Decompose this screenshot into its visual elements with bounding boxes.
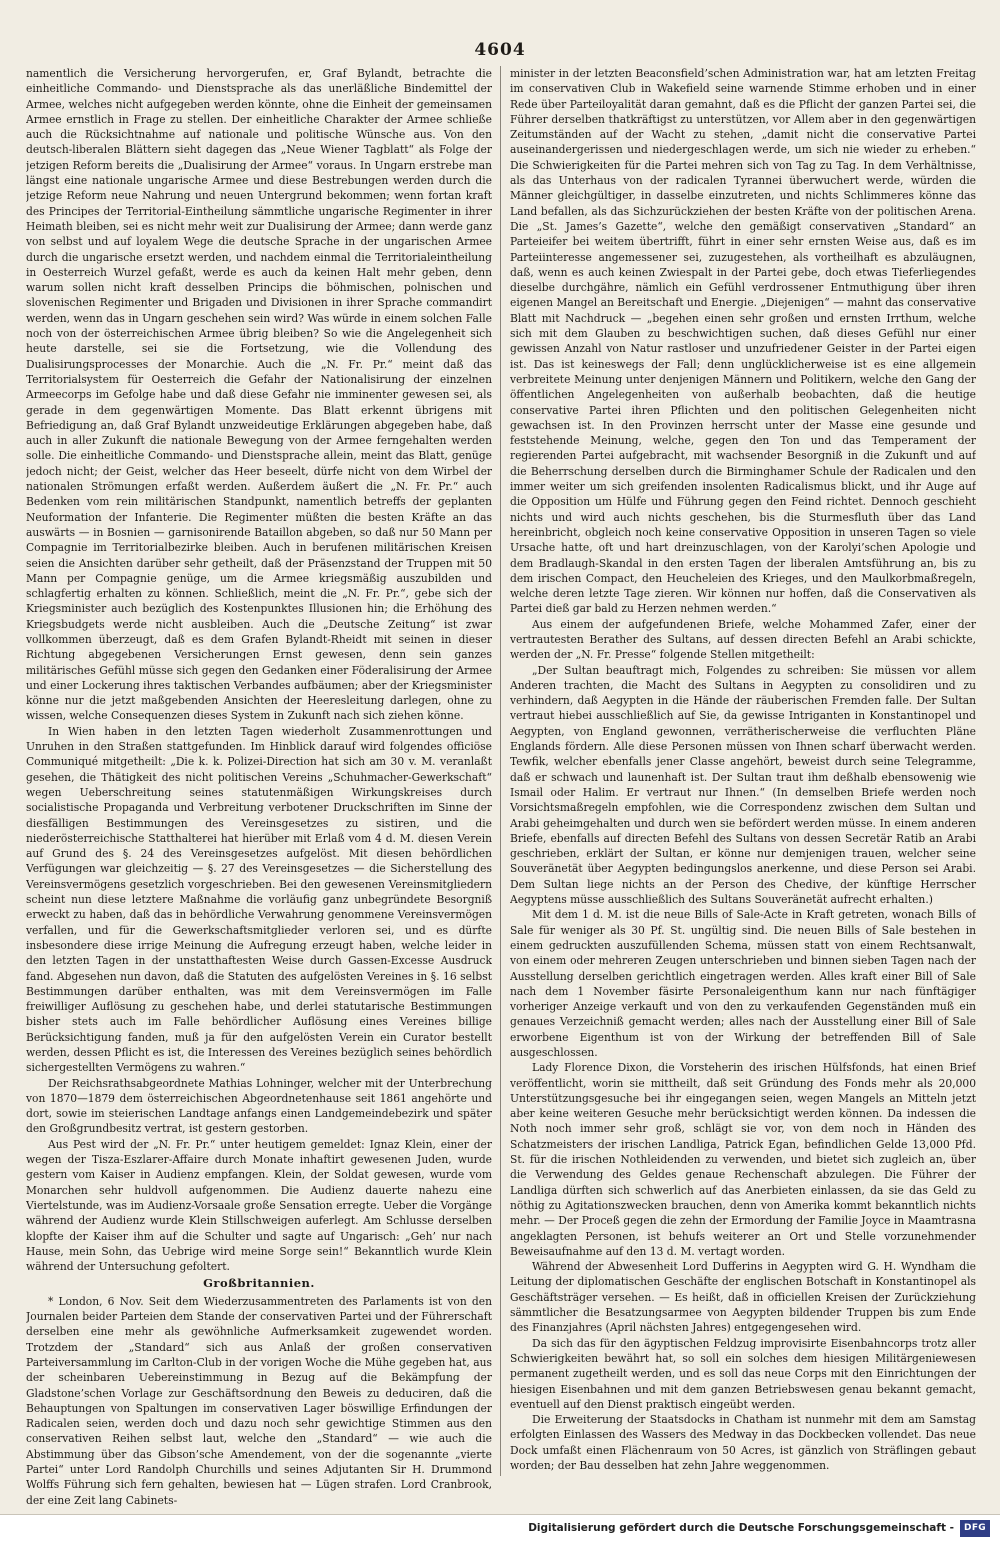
paragraph: minister in der letzten Beaconsfield’schen Administration war, hat am letzten Freitag im conservativen Club in Wakefield seine warnende Stimme erhoben und in einer Rede über Parteiloyalität daran gemahnt, daß es die Pflicht der ganzen Partei sei, die Führer derselben thatkräftigst zu unterstützen, vor Allem aber in den gegenwärtigen Zeitumständen auf der Wacht zu stehen, „damit nicht die conservative Partei auseinandergerissen und niedergeschlagen werde, um sich nie wieder zu erheben.“ Die Schwierigkeiten für die Partei mehren sich von Tag zu Tag. In dem Verhältnisse, als das Unterhaus von der radicalen Tyrannei überwuchert werde, würden die Männer gleichgültiger, in dasselbe einzutreten, und nichts Schlimmeres könne das Land befallen, als das Sichzurückziehen der besten Kräfte von der politischen Arena. Die „St. James’s Gazette“, welche den gemäßigt conservativen „Standard“ an Parteieifer bei weitem übertrifft, führt in einer sehr ernsten Weise aus, daß es im Parteiinteresse angemessener sei, zuzugestehen, als vortheilhaft es abzuläugnen, daß, wenn es auch keinen Zwiespalt in der Partei gebe, doch etwas Tieferliegendes dieselbe durchgähre, nämlich ein Gefühl verdrossener Entmuthigung über ihren eigenen Mangel an Bereitschaft und Energie. „Diejenigen“ — mahnt das conservative Blatt mit Nachdruck — „begehen einen sehr großen und ernsten Irrthum, welche sich mit dem Glauben zu beschwichtigen suchen, daß dieses Gefühl nur einer gewissen Anzahl von Natur rastloser und unzufriedener Geister in der Partei eigen ist. Das ist keineswegs der Fall; denn unglücklicherweise ist es eine allgemein verbreitete Meinung unter denjenigen Männern und Politikern, welche den Gang der öffentlichen Angelegenheiten von außerhalb beobachten, daß die heutige conservative Partei ihren Pflichten und den politischen Gelegenheiten nicht gewachsen ist. In den Provinzen herrscht unter der Masse eine gesunde und feststehende Meinung, welche, gegen den Ton und das Temperament der regierenden Partei aufgebracht, mit wachsender Besorgniß in die Zukunft und auf die Beherrschung derselben durch die Birminghamer Schule der Radicalen und den immer weiter um sich greifenden insolenten Radicalismus blickt, und ihr Auge auf die Opposition um Hülfe und Führung gegen den Feind richtet. Dennoch geschieht nichts und wird auch nichts geschehen, bis die Sturmesfluth über das Land hereinbricht, obgleich noch keine conservative Opposition in unseren Tagen so viele Ursache hatte, oft und hart dreinzuschlagen, von der Karolyi’schen Apologie und dem Bradlaugh-Skandal in den ersten Tagen der liberalen Amtsführung an, bis zu dem irischen Compact, den Heucheleien des Krieges, und den Maulkorbmaßregeln, welche deren letzte Tage zieren. Wir können nur hoffen, daß die Conservativen als Partei dieß gar bald zu Herzen nehmen werden.“ [510, 67, 976, 616]
section-heading: Großbritannien. [203, 1276, 315, 1291]
paragraph: Der Reichsrathsabgeordnete Mathias Lohninger, welcher mit der Unterbrechung von 1870—1879 dem österreichischen Abgeordnetenhause seit 1861 angehörte und dort, sowie im steierischen Landtage anfangs einen Landgemeindebezirk und später den Großgrundbesitz vertrat, ist gestern gestorben. [26, 1076, 492, 1136]
page-number: 4604 [474, 40, 526, 60]
paragraph: Aus einem der aufgefundenen Briefe, welche Mohammed Zafer, einer der vertrautesten Berather des Sultans, auf dessen directen Befehl an Arabi schickte, werden der „N. Fr. Presse“ folgende Stellen mitgetheilt: [510, 617, 976, 662]
funding-notice: Digitalisierung gefördert durch die Deutsche Forschungsgemeinschaft - [528, 1522, 954, 1534]
right-column [510, 66, 976, 1508]
paragraph: Mit dem 1 d. M. ist die neue Bills of Sale-Acte in Kraft getreten, wonach Bills of Sale für weniger als 30 Pf. St. ungültig sind. Die neuen Bills of Sale bestehen in einem gedruckten auszufüllenden Schema, müssen statt von einem Rechtsanwalt, von einem oder mehreren Zeugen unterschrieben und binnen sieben Tagen nach der Ausstellung derselben gerichtlich eingetragen werden. Alles kraft einer Bill of Sale nach dem 1 November fäsirte Personaleigenthum kann nur nach fünftägiger vorheriger Anzeige verkauft und von den zu verkaufenden Gegenständen muß ein genaues Verzeichniß gemacht werden; alles nach der Ausstellung einer Bill of Sale erworbene Eigenthum ist von der Wirkung der betreffenden Bill of Sale ausgeschlossen. [510, 908, 976, 1059]
paragraph: namentlich die Versicherung hervorgerufen, er, Graf Bylandt, betrachte die einheitliche Commando- und Dienstsprache als das unerläßliche Bindemittel der Armee, welches nicht aufgegeben werden könnte, ohne die Einheit der gemeinsamen Armee ernstlich in Frage zu stellen. Der einheitliche Charakter der Armee schließe auch die Rücksichtnahme auf nationale und politische Wünsche aus. Von den deutsch-liberalen Blättern sieht dagegen das „Neue Wiener Tagblatt“ als Folge der jetzigen Reform bereits die „Dualisirung der Armee“ voraus. In Ungarn erstrebe man längst eine nationale ungarische Armee und diese Bestrebungen werden durch die jetzige Reform neue Nahrung und neuen Untergrund bekommen; wenn fortan kraft des Principes der Territorial-Eintheilung sämmtliche ungarische Regimenter in ihrer Heimath bleiben, sei es nicht mehr weit zur Dualisirung der Armee; dann werde ganz von selbst und auf loyalem Wege die deutsche Sprache in der ungarischen Armee durch die ungarische ersetzt werden, und nachdem einmal die Territorialeintheilung in Oesterreich Wurzel gefaßt, werde es auch da keinen Halt mehr geben, denn warum sollen nicht kraft desselben Princips die böhmischen, polnischen und slovenischen Regimenter und Brigaden und Divisionen in ihrer Sprache commandirt werden, wenn das in Ungarn geschehen sein wird? Was würde in einem solchen Falle noch von der österreichischen Armee übrig bleiben? So wie die Angelegenheit sich heute darstelle, sei sie die Fortsetzung, wie die Vollendung des Dualisirungsprocesses der Monarchie. Auch die „N. Fr. Pr.“ meint daß das Territorialsystem für Oesterreich die Gefahr der Nationalisirung der einzelnen Armeecorps im Gefolge habe und daß diese Gefahr nie imminenter gewesen sei, als gerade in dem gegenwärtigen Momente. Das Blatt erkennt übrigens mit Befriedigung an, daß Graf Bylandt unzweideutige Erklärungen abgegeben habe, daß auch in aller Zukunft die nationale Bewegung von der Armee ferngehalten werden solle. Die einheitliche Commando- und Dienstsprache allein, meint das Blatt, genüge jedoch nicht; der Geist, welcher das Heer beseelt, dürfe nicht von dem Wirbel der nationalen Strömungen erfaßt werden. Außerdem äußert die „N. Fr. Pr.“ auch Bedenken vom rein militärischen Standpunkt, namentlich betreffs der geplanten Neuformation der Infanterie. Die Regimenter müßten die besten Kräfte an das auswärts — in Bosnien — garnisonirende Bataillon abgeben, so daß nur 50 Mann per Compagnie im Territorialbezirke bleiben. Auch in berufenen militärischen Kreisen seien die Ansichten darüber sehr getheilt, daß der Präsenzstand der Truppen mit 50 Mann per Compagnie genüge, um die Armee kriegsmäßig auszubilden und schlagfertig erhalten zu können. Schließlich, meint die „N. Fr. Pr.“, gebe sich der Kriegsminister auch bezüglich des Kostenpunktes Illusionen hin; die Erhöhung des Kriegsbudgets werde nicht ausbleiben. Auch die „Deutsche Zeitung“ ist zwar vollkommen überzeugt, daß es dem Grafen Bylandt-Rheidt mit seinen in dieser Richtung abgegebenen Versicherungen Ernst gewesen, denn sein ganzes militärisches Gefühl müsse sich gegen den Gedanken einer Föderalisirung der Armee und einer Lockerung ihres taktischen Verbandes aufbäumen; aber der Kriegsminister könne nur die jetzt maßgebenden Ansichten der Heeresleitung darlegen, ohne zu wissen, welche Consequenzen dieses System in Zukunft nach sich ziehen könne. [26, 67, 492, 723]
paragraph: In Wien haben in den letzten Tagen wiederholt Zusammenrottungen und Unruhen in den Straßen stattgefunden. Im Hinblick darauf wird folgendes officiöse Communiqué mitgetheilt: „Die k. k. Polizei-Direction hat sich am 30 v. M. veranlaßt gesehen, die Thätigkeit des nicht politischen Vereins „Schuhmacher-Gewerkschaft“ wegen Ueberschreitung seines statutenmäßigen Wirkungskreises durch socialistische Propaganda und Verbreitung verbotener Druckschriften im Sinne der diesfälligen Bestimmungen des Vereinsgesetzes zu sistiren, und die niederösterreichische Statthalterei hat hierüber mit Erlaß vom 4 d. M. diesen Verein auf Grund des §. 24 des Vereinsgesetzes aufgelöst. Mit diesen behördlichen Verfügungen war gleichzeitig — §. 27 des Vereinsgesetzes — die Sicherstellung des Vereinsvermögens gesetzlich vorgeschrieben. Bei den gewesenen Vereinsmitgliedern scheint nun diese letztere Maßnahme die vorläufig ganz unbegründete Besorgniß erweckt zu haben, daß das in behördliche Verwahrung genommene Vereinsvermögen verfallen, und für die Gewerkschaftsmitglieder verloren sei, und es dürfte insbesondere diese irrige Meinung die Aufregung erzeugt haben, welche leider in den letzten Tagen in der unstatthaftesten Weise durch Gassen-Excesse Ausdruck fand. Abgesehen nun davon, daß die Statuten des aufgelösten Vereines in §. 16 selbst Bestimmungen darüber enthalten, was mit dem Vereinsvermögen im Falle freiwilliger Auflösung zu geschehen habe, und derlei statutarische Bestimmungen bisher stets auch im Falle behördlicher Auflösung eines Vereines billige Berücksichtigung fanden, muß ja für den aufgelösten Verein ein Curator bestellt werden, dessen Pflicht es ist, die Interessen des Vereines bezüglich seines behördlich sichergestellten Vermögens zu wahren.“ [26, 724, 492, 1075]
paragraph: Die Erweiterung der Staatsdocks in Chatham ist nunmehr mit dem am Samstag erfolgten Einlassen des Wassers des Medway in das Dockbecken vollendet. Das neue Dock umfaßt einen Flächenraum von 50 Acres, ist gänzlich von Sträflingen gebaut worden; der Bau desselben hat zehn Jahre weggenommen. [510, 1413, 976, 1473]
paragraph: Lady Florence Dixon, die Vorsteherin des irischen Hülfsfonds, hat einen Brief veröffentlicht, worin sie mittheilt, daß seit Gründung des Fonds mehr als 20,000 Unterstützungsgesuche bei ihr eingegangen seien, wegen Mangels an Mitteln jetzt aber keine weiteren Gesuche mehr berücksichtigt werden können. Da indessen die Noth noch immer sehr groß, schlägt sie vor, von dem noch in Händen des Schatzmeisters der irischen Landliga, Patrick Egan, befindlichen Gelde 13,000 Pfd. St. für die irischen Nothleidenden zu verwenden, und bietet sich zugleich an, über die Verwendung des Geldes genaue Rechenschaft abzulegen. Die Führer der Landliga dürften sich schwerlich auf das Anerbieten einlassen, da sie das Geld zu nöthig zu Agitationszwecken brauchen, denn von Amerika kommt bekanntlich nichts mehr. — Der Proceß gegen die zehn der Ermordung der Familie Joyce in Maamtrasna angeklagten Personen, ist behufs weiterer an Ort und Stelle vorzunehmender Beweisaufnahme auf den 13 d. M. vertagt worden. [510, 1061, 976, 1258]
paragraph: Aus Pest wird der „N. Fr. Pr.“ unter heutigem gemeldet: Ignaz Klein, einer der wegen der Tisza-Eszlarer-Affaire durch Monate inhaftirt gewesenen Juden, wurde gestern vom Kaiser in Audienz empfangen. Klein, der Soldat gewesen, wurde vom Monarchen sehr huldvoll aufgenommen. Die Audienz dauerte nahezu eine Viertelstunde, was im Audienz-Vorsaale große Sensation erregte. Ueber die Vorgänge während der Audienz wurde Klein Stillschweigen auferlegt. Am Schlusse derselben klopfte der Kaiser ihm auf die Schulter und sagte auf Ungarisch: „Geh’ nur nach Hause, mein Sohn, das Uebrige wird meine Sorge sein!“ Bekanntlich wurde Klein während der Untersuchung gefoltert. [26, 1137, 492, 1274]
dfg-logo: DFG [960, 1520, 990, 1537]
paragraph: Da sich das für den ägyptischen Feldzug improvisirte Eisenbahncorps trotz aller Schwierigkeiten bewährt hat, so soll ein solches dem hiesigen Militärgeniewesen permanent zugetheilt werden, und es soll das neue Corps mit den Einrichtungen der hiesigen Eisenbahnen und mit dem ganzen Betriebswesen genau bekannt gemacht, eventuell auf den Dienst praktisch eingeübt werden. [510, 1336, 976, 1411]
column-divider [500, 66, 501, 1476]
footer-bar [0, 1514, 1000, 1543]
paragraph: „Der Sultan beauftragt mich, Folgendes zu schreiben: Sie müssen vor allem Anderen trachten, die Macht des Sultans in Aegypten zu consolidiren und zu verhindern, daß Aegypten in die Hände der räuberischen Fremden falle. Der Sultan vertraut hiebei ausschließlich auf Sie, da gewisse Intriganten in Konstantinopel und Aegypten, von England gewonnen, verrätherischerweise die verfluchten Pläne Englands fördern. Alle diese Personen müssen von Ihnen scharf überwacht werden. Tewfik, welcher ebenfalls jener Classe angehört, beweist durch seine Telegramme, daß er schwach und launenhaft ist. Der Sultan traut ihm deßhalb ebensowenig wie Ismail oder Halim. Er vertraut nur Ihnen.“ (In demselben Briefe werden noch Vorsichtsmaßregeln empfohlen, wie die Correspondenz zwischen dem Sultan und Arabi geheimgehalten und durch wen sie befördert werden müsse. In einem anderen Briefe, ebenfalls auf directen Befehl des Sultans von dessen Secretär Ratib an Arabi geschrieben, erklärt der Sultan, er könne nur demjenigen trauen, welcher seine Souveränetät über Aegypten bedingungslos anerkenne, und diese Person sei Arabi. Dem Sultan liege nichts an der Person des Chedive, der künftige Herrscher Aegyptens müsse ausschließlich des Sultans Souveränetät aufrecht erhalten.) [510, 663, 976, 907]
paragraph: * London, 6 Nov. Seit dem Wiederzusammentreten des Parlaments ist von den Journalen beider Parteien dem Stande der conservativen Partei und der Führerschaft derselben eine mehr als gewöhnliche Aufmerksamkeit zugewendet worden. Trotzdem der „Standard“ sich aus Anlaß der großen conservativen Parteiversammlung im Carlton-Club in der vorigen Woche die Mühe gegeben hat, aus der scheinbaren Uebereinstimmung in Bezug auf die Bekämpfung der Gladstone’schen Vorlage zur Geschäftsordnung den Beweis zu deduciren, daß die Behauptungen von Spaltungen im conservativen Lager böswillige Erfindungen der Radicalen seien, werden doch und dazu noch sehr gewichtige Stimmen aus den conservativen Reihen selbst laut, welche den „Standard“ — wie auch die Abstimmung über das Gibson’sche Amendement, von der die sogenannte „vierte Partei“ unter Lord Randolph Churchills und seines Adjutanten Sir H. Drummond Wolffs Führung sich fern gehalten, bewiesen hat — Lügen strafen. Lord Cranbrook, der eine Zeit lang Cabinets- [26, 1294, 492, 1507]
left-column [26, 66, 492, 1508]
paragraph: Während der Abwesenheit Lord Dufferins in Aegypten wird G. H. Wyndham die Leitung der diplomatischen Geschäfte der englischen Botschaft in Konstantinopel als Geschäftsträger versehen. — Es heißt, daß in officiellen Kreisen der Zurückziehung sämmtlicher die Besatzungsarmee von Aegypten bildender Truppen bis zum Ende des Finanzjahres (April nächsten Jahres) entgegengesehen wird. [510, 1260, 976, 1335]
